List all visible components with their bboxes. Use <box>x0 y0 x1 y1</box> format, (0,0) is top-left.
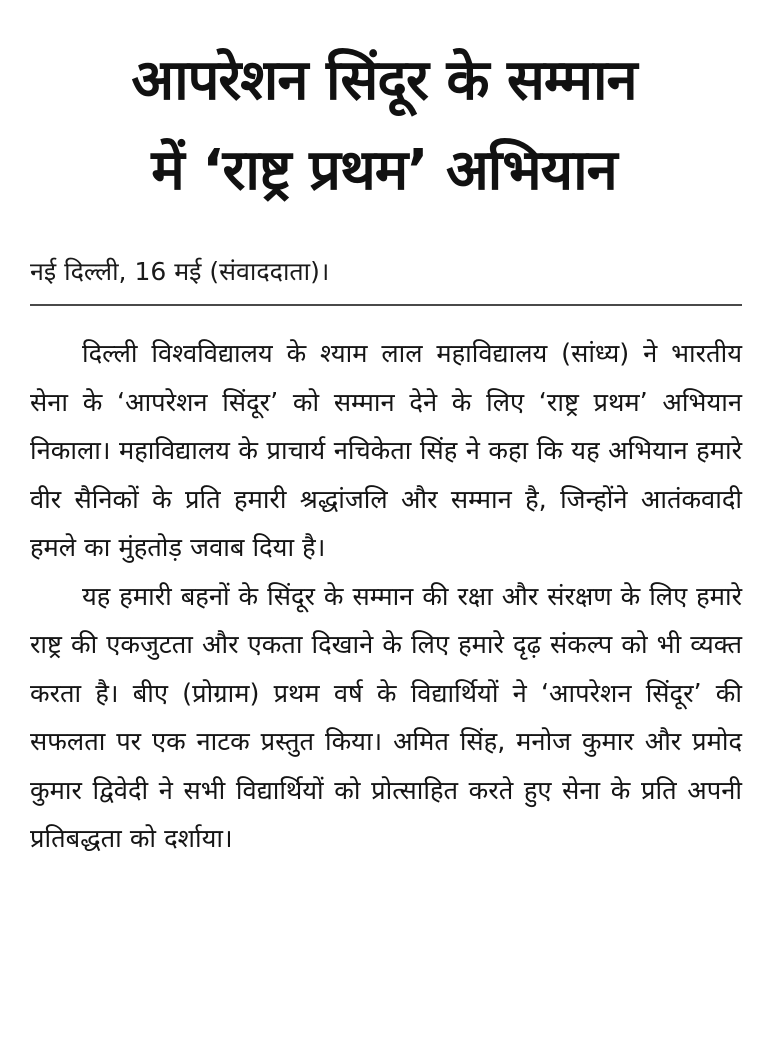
divider-rule <box>30 304 742 306</box>
headline-line-1: आपरेशन सिंदूर के सम्मान <box>131 48 637 113</box>
headline <box>22 36 746 216</box>
dateline: नई दिल्ली, 16 मई (संवाददाता)। <box>30 257 330 286</box>
article-body <box>30 330 742 864</box>
article-paragraph-1: दिल्ली विश्वविद्यालय के श्याम लाल महाविद्यालय (सांध्य) ने भारतीय सेना के ‘आपरेशन सिंदूर’ को सम्मान देने के लिए ‘राष्ट्र प्रथम’ अभियान निकाला। महाविद्यालय के प्राचार्य नचिकेता सिंह ने कहा कि यह अभियान हमारे वीर सैनिकों के प्रति हमारी श्रद्धांजलि और सम्मान है, जिन्होंने आतंकवादी हमले का मुंहतोड़ जवाब दिया है। <box>30 339 742 563</box>
article-paragraph-2: यह हमारी बहनों के सिंदूर के सम्मान की रक्षा और संरक्षण के लिए हमारे राष्ट्र की एकजुटता और एकता दिखाने के लिए हमारे दृढ़ संकल्प को भी व्यक्त करता है। बीए (प्रोग्राम) प्रथम वर्ष के विद्यार्थियों ने ‘आपरेशन सिंदूर’ की सफलता पर एक नाटक प्रस्तुत किया। अमित सिंह, मनोज कुमार और प्रमोद कुमार द्विवेदी ने सभी विद्यार्थियों को प्रोत्साहित करते हुए सेना के प्रति अपनी प्रतिबद्धता को दर्शाया। <box>30 581 742 854</box>
headline-line-2: में ‘राष्ट्र प्रथम’ अभियान <box>151 138 617 203</box>
